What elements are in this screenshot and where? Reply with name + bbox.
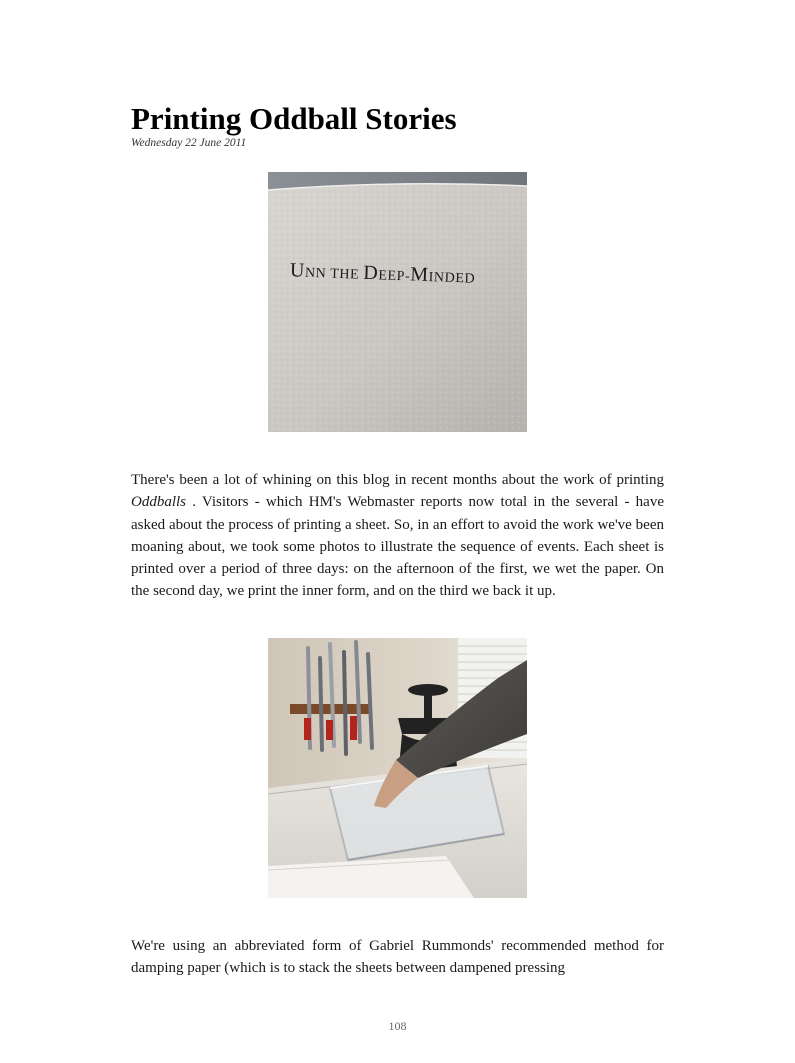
- body-paragraph-2: We're using an abbreviated form of Gabriel Rummonds' recommended method for damping paper (which is to stack the sheets between dampened pressing: [131, 938, 664, 977]
- photo-wetting-paper: [268, 638, 527, 898]
- book-title-italic: Oddballs: [131, 494, 187, 511]
- post-title: Printing Oddball Stories: [131, 101, 457, 136]
- paragraph-text: . Visitors - which HM's Webmaster reports now total in the several - have asked about the process of printing a sheet. So, in an effort to avoid the work we've been moaning about, we took some photos to illustrate the sequence of events. Each sheet is printed over a period of three days: on the afternoon of the first, we wet the paper. On the second day, we print the inner form, and on the third we back it up.: [131, 494, 664, 600]
- photo-printed-heading: UNN THE DEEP-MINDED: [289, 259, 476, 287]
- body-paragraph-1: [131, 469, 664, 603]
- photo-printed-title-page: [268, 172, 527, 432]
- page-number: 108: [388, 1019, 407, 1033]
- post-date: Wednesday 22 June 2011: [131, 137, 247, 149]
- paragraph-text: There's been a lot of whining on this blog in recent months about the work of printing: [131, 472, 664, 488]
